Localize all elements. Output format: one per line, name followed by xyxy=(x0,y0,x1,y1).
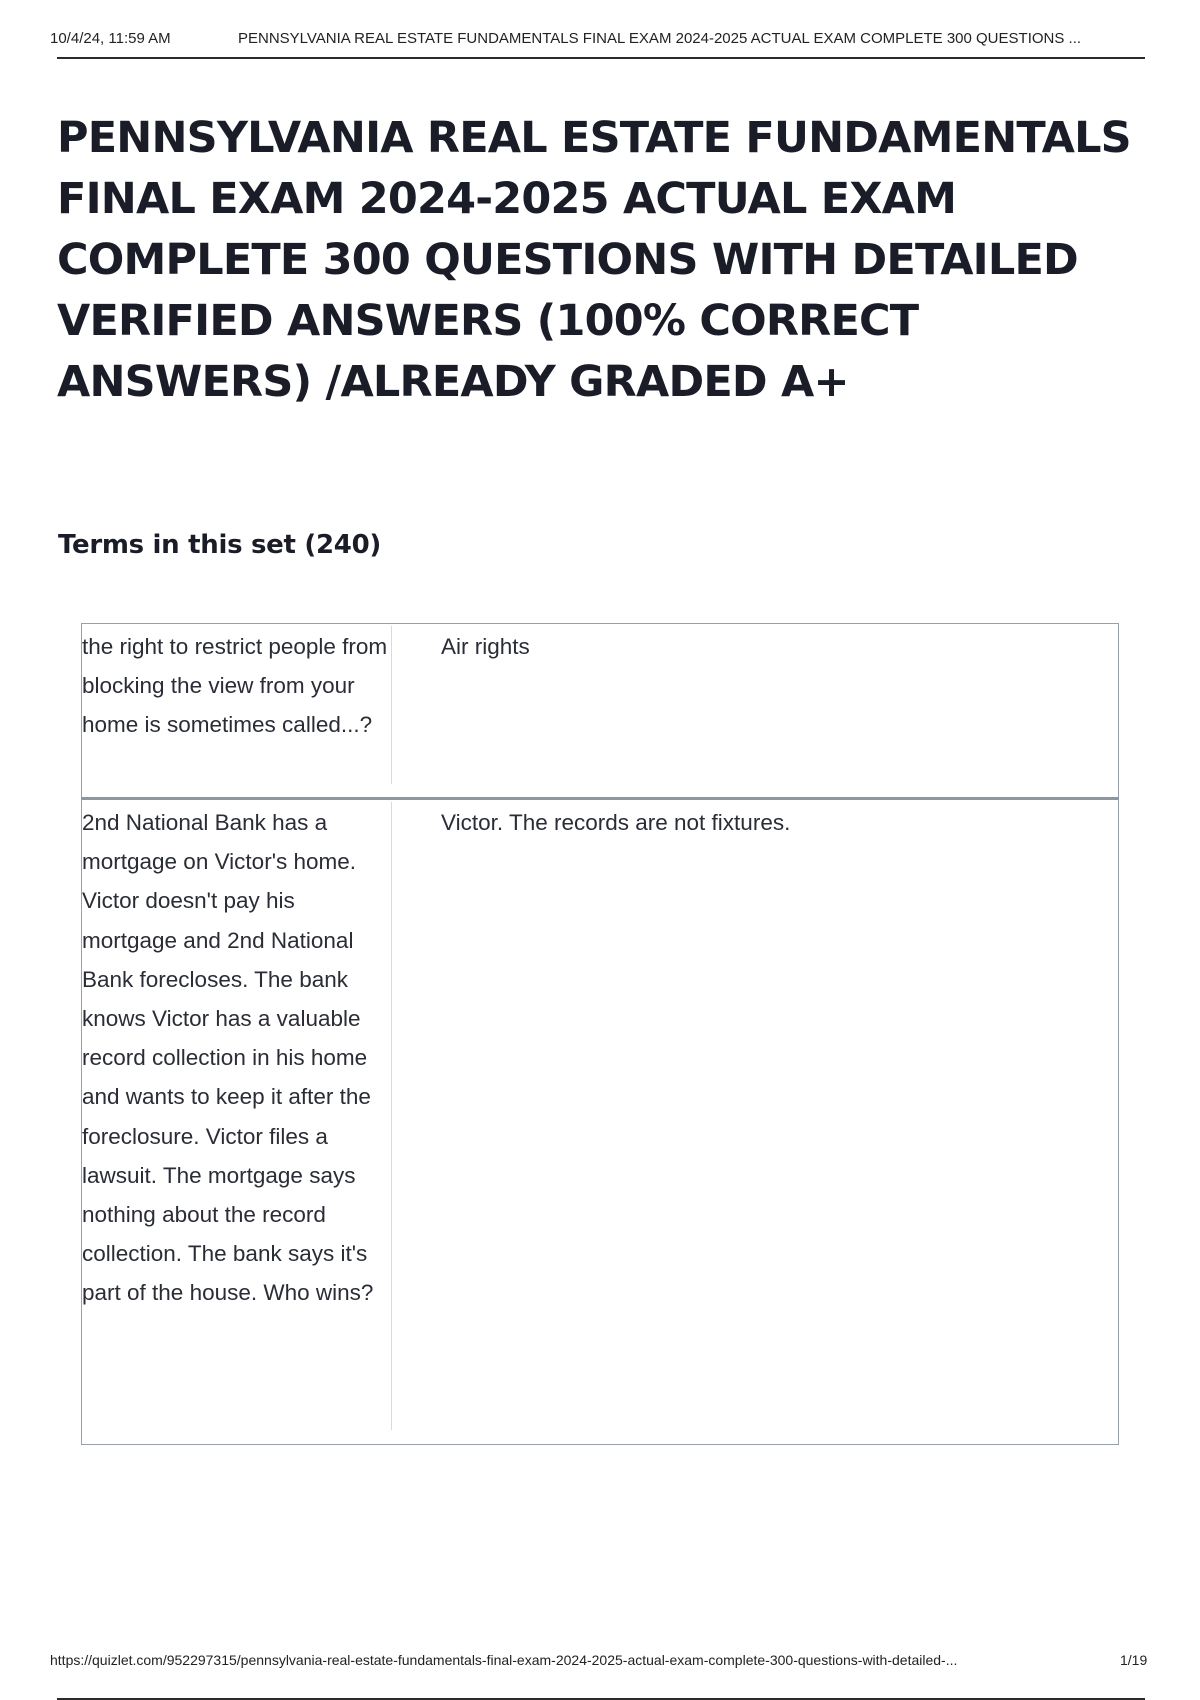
term-card[interactable] xyxy=(81,797,1119,1445)
term-text: the right to restrict people from blocking the view from your home is sometimes called...? xyxy=(82,634,388,738)
print-header xyxy=(50,30,1145,56)
card-column-divider xyxy=(391,626,392,784)
page-title: PENNSYLVANIA REAL ESTATE FUNDAMENTALS FINAL EXAM 2024-2025 ACTUAL EXAM COMPLETE 300 QUESTIONS WITH DETAILED VERIFIED ANSWERS (100% CORRECT ANSWERS) /ALREADY GRADED A+ xyxy=(57,113,1131,407)
terms-count-heading: Terms in this set (240) xyxy=(58,530,381,560)
page-number: 1/19 xyxy=(1120,1652,1148,1668)
definition-text: Air rights xyxy=(441,634,530,659)
print-doc-title: PENNSYLVANIA REAL ESTATE FUNDAMENTALS FINAL EXAM 2024-2025 ACTUAL EXAM COMPLETE 300 QUESTIONS ... xyxy=(238,30,1082,47)
header-divider xyxy=(57,57,1145,59)
print-date: 10/4/24, 11:59 AM xyxy=(50,30,171,47)
term-text: 2nd National Bank has a mortgage on Victor's home. Victor doesn't pay his mortgage and 2nd National Bank forecloses. The bank knows Victor has a valuable record collection in his home and wants to keep it after the foreclosure. Victor files a lawsuit. The mortgage says nothing about the record collection. The bank says it's part of the house. Who wins? xyxy=(82,810,374,1306)
card-column-divider xyxy=(391,802,392,1430)
source-url[interactable]: https://quizlet.com/952297315/pennsylvania-real-estate-fundamentals-final-exam-2024-2025-actual-exam-complete-300-questions-with-detailed-... xyxy=(50,1652,958,1668)
definition-text: Victor. The records are not fixtures. xyxy=(441,810,791,835)
term-card[interactable] xyxy=(81,623,1119,799)
